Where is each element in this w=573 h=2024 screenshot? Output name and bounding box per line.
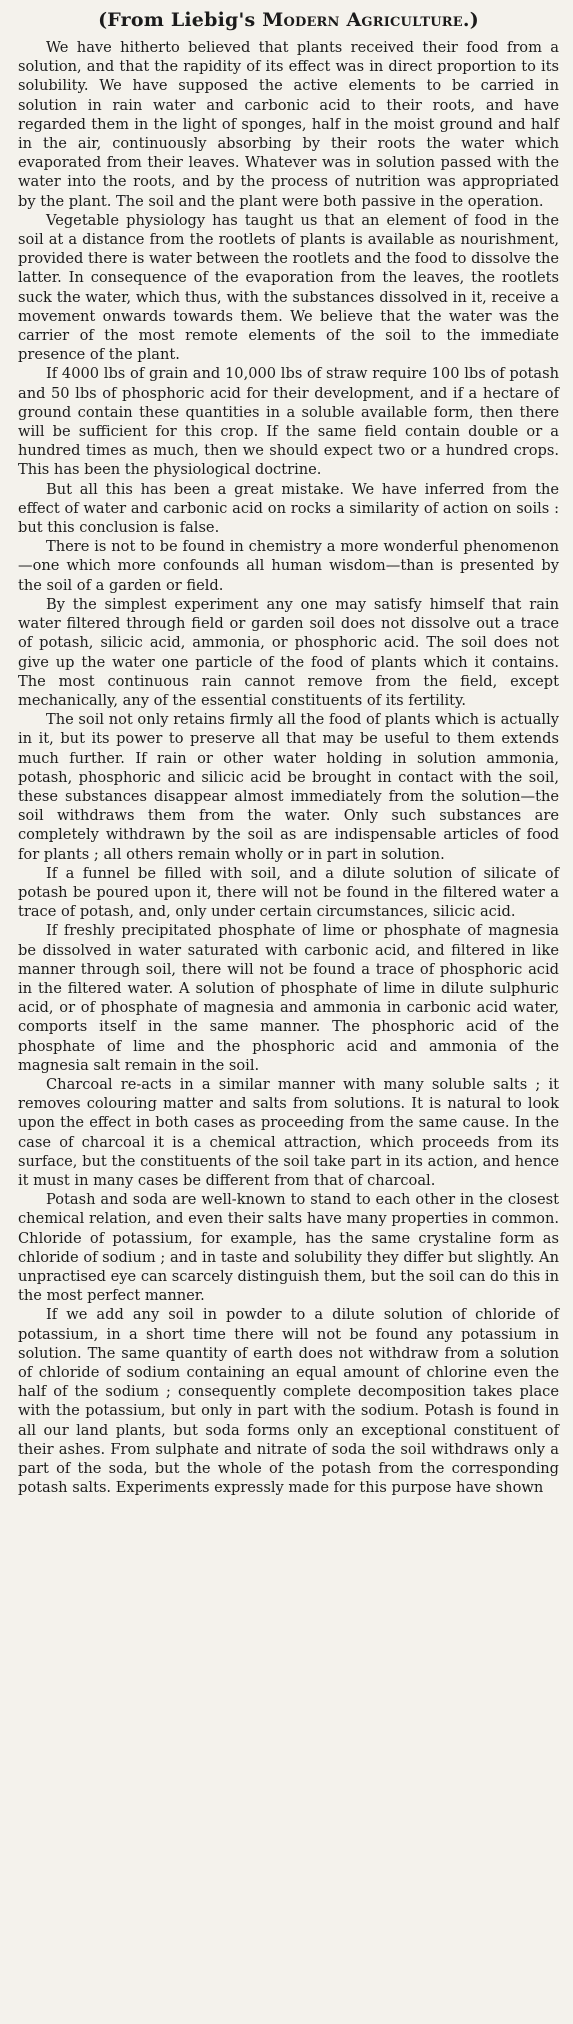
paragraph-3: If 4000 lbs of grain and 10,000 lbs of straw require 100 lbs of potash and 50 lbs of phosphoric acid for their development, and if a hectare of ground contain these quantities in a soluble available form, then there will be sufficient for this crop. If the same field contain double or a hundred times as much, then we should expect two or a hundred crops. This has been the physiological doctrine. bbox=[18, 365, 559, 479]
paragraph-10: Charcoal re-acts in a similar manner with many soluble salts ; it removes colouring matter and salts from solutions. It is natural to look upon the effect in both cases as proceeding from the same cause. In the case of charcoal it is a chemical attraction, which proceeds from its surface, but the constituents of the soil take part in its action, and hence it must in many cases be different from that of charcoal. bbox=[18, 1075, 559, 1189]
paragraph-9: If freshly precipitated phosphate of lime or phosphate of magnesia be dissolved in water saturated with carbonic acid, and filtered in like manner through soil, there will not be found a trace of phosphoric acid in the filtered water. A solution of phosphate of lime in dilute sulphuric acid, or of phosphate of magnesia and ammonia in carbonic acid water, comports itself in the same manner. The phosphoric acid of the phosphate of lime and the phosphoric acid and ammonia of the magnesia salt remain in the soil. bbox=[18, 922, 559, 1074]
paragraph-4: But all this has been a great mistake. We have inferred from the effect of water and carbonic acid on rocks a similarity of action on soils : but this conclusion is false. bbox=[18, 480, 559, 537]
paragraph-1: We have hitherto believed that plants received their food from a solution, and that the rapidity of its effect was in direct proportion to its solubility. We have supposed the active elements to be carried in solution in rain water and carbonic acid to their roots, and have regarded them in the light of sponges, half in the moist ground and half in the air, continuously absorbing by their roots the water which evaporated from their leaves. Whatever was in solution passed with the water into the roots, and by the process of nutrition was appropriated by the plant. The soil and the plant were both passive in the operation. bbox=[18, 39, 559, 210]
paragraph-8: If a funnel be filled with soil, and a dilute solution of silicate of potash be poured upon it, there will not be found in the filtered water a trace of potash, and, only under certain circumstances, silicic acid. bbox=[18, 864, 559, 921]
heading-suffix: ) bbox=[469, 9, 479, 31]
article-heading bbox=[18, 8, 559, 32]
paragraph-5: There is not to be found in chemistry a more wonderful phenomenon—one which more confounds all human wisdom—than is presented by the soil of a garden or field. bbox=[18, 538, 559, 594]
article-body bbox=[18, 38, 559, 1497]
heading-source-title: Modern Agriculture. bbox=[262, 9, 470, 31]
paragraph-6: By the simplest experiment any one may satisfy himself that rain water filtered through field or garden soil does not dissolve out a trace of potash, silicic acid, ammonia, or phosphoric acid. The soil does not give up the water one particle of the food of plants which it contains. The most continuous rain cannot remove from the field, except mechanically, any of the essential constituents of its fertility. bbox=[18, 595, 559, 709]
paragraph-11: Potash and soda are well-known to stand to each other in the closest chemical relation, and even their salts have many properties in common. Chloride of potassium, for example, has the same crystaline form as chloride of sodium ; and in taste and solubility they differ but slightly. An unpractised eye can scarcely distinguish them, but the soil can do this in the most perfect manner. bbox=[18, 1191, 559, 1305]
heading-prefix: (From Liebig's bbox=[98, 9, 263, 31]
paragraph-7: The soil not only retains firmly all the food of plants which is actually in it, but its power to preserve all that may be useful to them extends much further. If rain or other water holding in solution ammonia, potash, phosphoric and silicic acid be brought in contact with the soil, these substances disappear almost immediately from the solution—the soil withdraws them from the water. Only such substances are completely withdrawn by the soil as are indispensable articles of food for plants ; all others remain wholly or in part in solution. bbox=[18, 711, 559, 863]
paragraph-12: If we add any soil in powder to a dilute solution of chloride of potassium, in a short time there will not be found any potassium in solution. The same quantity of earth does not withdraw from a solution of chloride of sodium containing an equal amount of chlorine even the half of the sodium ; consequently complete decomposition takes place with the potassium, but only in part with the sodium. Potash is found in all our land plants, but soda forms only an exceptional constituent of their ashes. From sulphate and nitrate of soda the soil withdraws only a part of the soda, but the whole of the potash from the corresponding potash salts. Experiments expressly made for this purpose have shown bbox=[18, 1306, 559, 1497]
paragraph-2: Vegetable physiology has taught us that an element of food in the soil at a distance from the rootlets of plants is available as nourishment, provided there is water between the rootlets and the food to dissolve the latter. In consequence of the evaporation from the leaves, the rootlets suck the water, which thus, with the substances dissolved in it, receive a movement onwards towards them. We believe that the water was the carrier of the most remote elements of the soil to the immediate presence of the plant. bbox=[18, 211, 559, 364]
